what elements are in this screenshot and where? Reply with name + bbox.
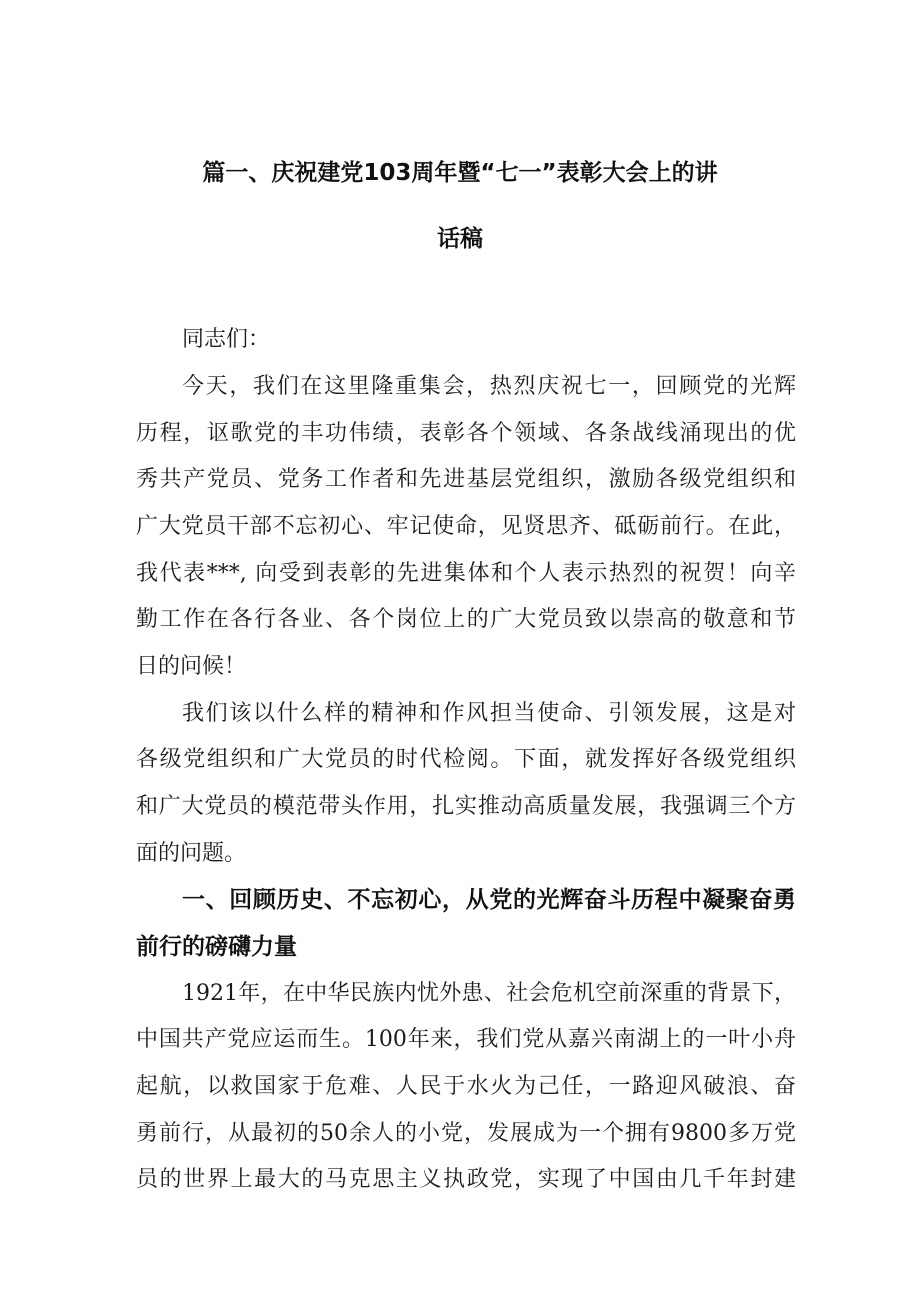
salutation: 同志们： (182, 327, 271, 352)
paragraph-1-line: 日的问候！ (136, 654, 247, 679)
paragraph-1-line: 历程，讴歌党的丰功伟绩，表彰各个领域、各条战线涌现出的优 (136, 421, 796, 446)
paragraph-3-line: 员的世界上最大的马克思主义执政党，实现了中国由几千年封建 (136, 1167, 796, 1192)
paragraph-1-line: 广大党员干部不忘初心、牢记使命，见贤思齐、砥砺前行。在此， (136, 514, 796, 539)
section-heading-1: 一、回顾历史、不忘初心，从党的光辉奋斗历程中凝聚奋勇 (182, 887, 796, 913)
paragraph-3-line: 中国共产党应运而生。100年来，我们党从嘉兴南湖上的一叶小舟 (136, 1027, 796, 1052)
document-title-line-2: 话稿 (437, 226, 483, 252)
paragraph-2-line: 和广大党员的模范带头作用，扎实推动高质量发展，我强调三个方 (136, 794, 796, 819)
paragraph-2-line: 面的问题。 (136, 841, 247, 866)
section-heading-1: 前行的磅礴力量 (136, 934, 297, 960)
paragraph-2-line: 各级党组织和广大党员的时代检阅。下面，就发挥好各级党组织 (136, 747, 796, 772)
paragraph-2-line: 我们该以什么样的精神和作风担当使命、引领发展，这是对 (182, 701, 796, 726)
document-title-line-1: 篇一、庆祝建党103周年暨“七一”表彰大会上的讲 (202, 160, 718, 186)
paragraph-1-line: 勤工作在各行各业、各个岗位上的广大党员致以崇高的敬意和节 (136, 607, 796, 632)
paragraph-3-line: 勇前行，从最初的50余人的小党，发展成为一个拥有9800多万党 (136, 1121, 796, 1146)
paragraph-1-line: 今天，我们在这里隆重集会，热烈庆祝七一，回顾党的光辉 (182, 374, 796, 399)
paragraph-1-line: 我代表***, 向受到表彰的先进集体和个人表示热烈的祝贺！向辛 (136, 561, 796, 586)
paragraph-3-line: 起航，以救国家于危难、人民于水火为己任，一路迎风破浪、奋 (136, 1074, 796, 1099)
paragraph-1-line: 秀共产党员、党务工作者和先进基层党组织，激励各级党组织和 (136, 467, 796, 492)
paragraph-3-line: 1921年，在中华民族内忧外患、社会危机空前深重的背景下， (182, 981, 796, 1006)
